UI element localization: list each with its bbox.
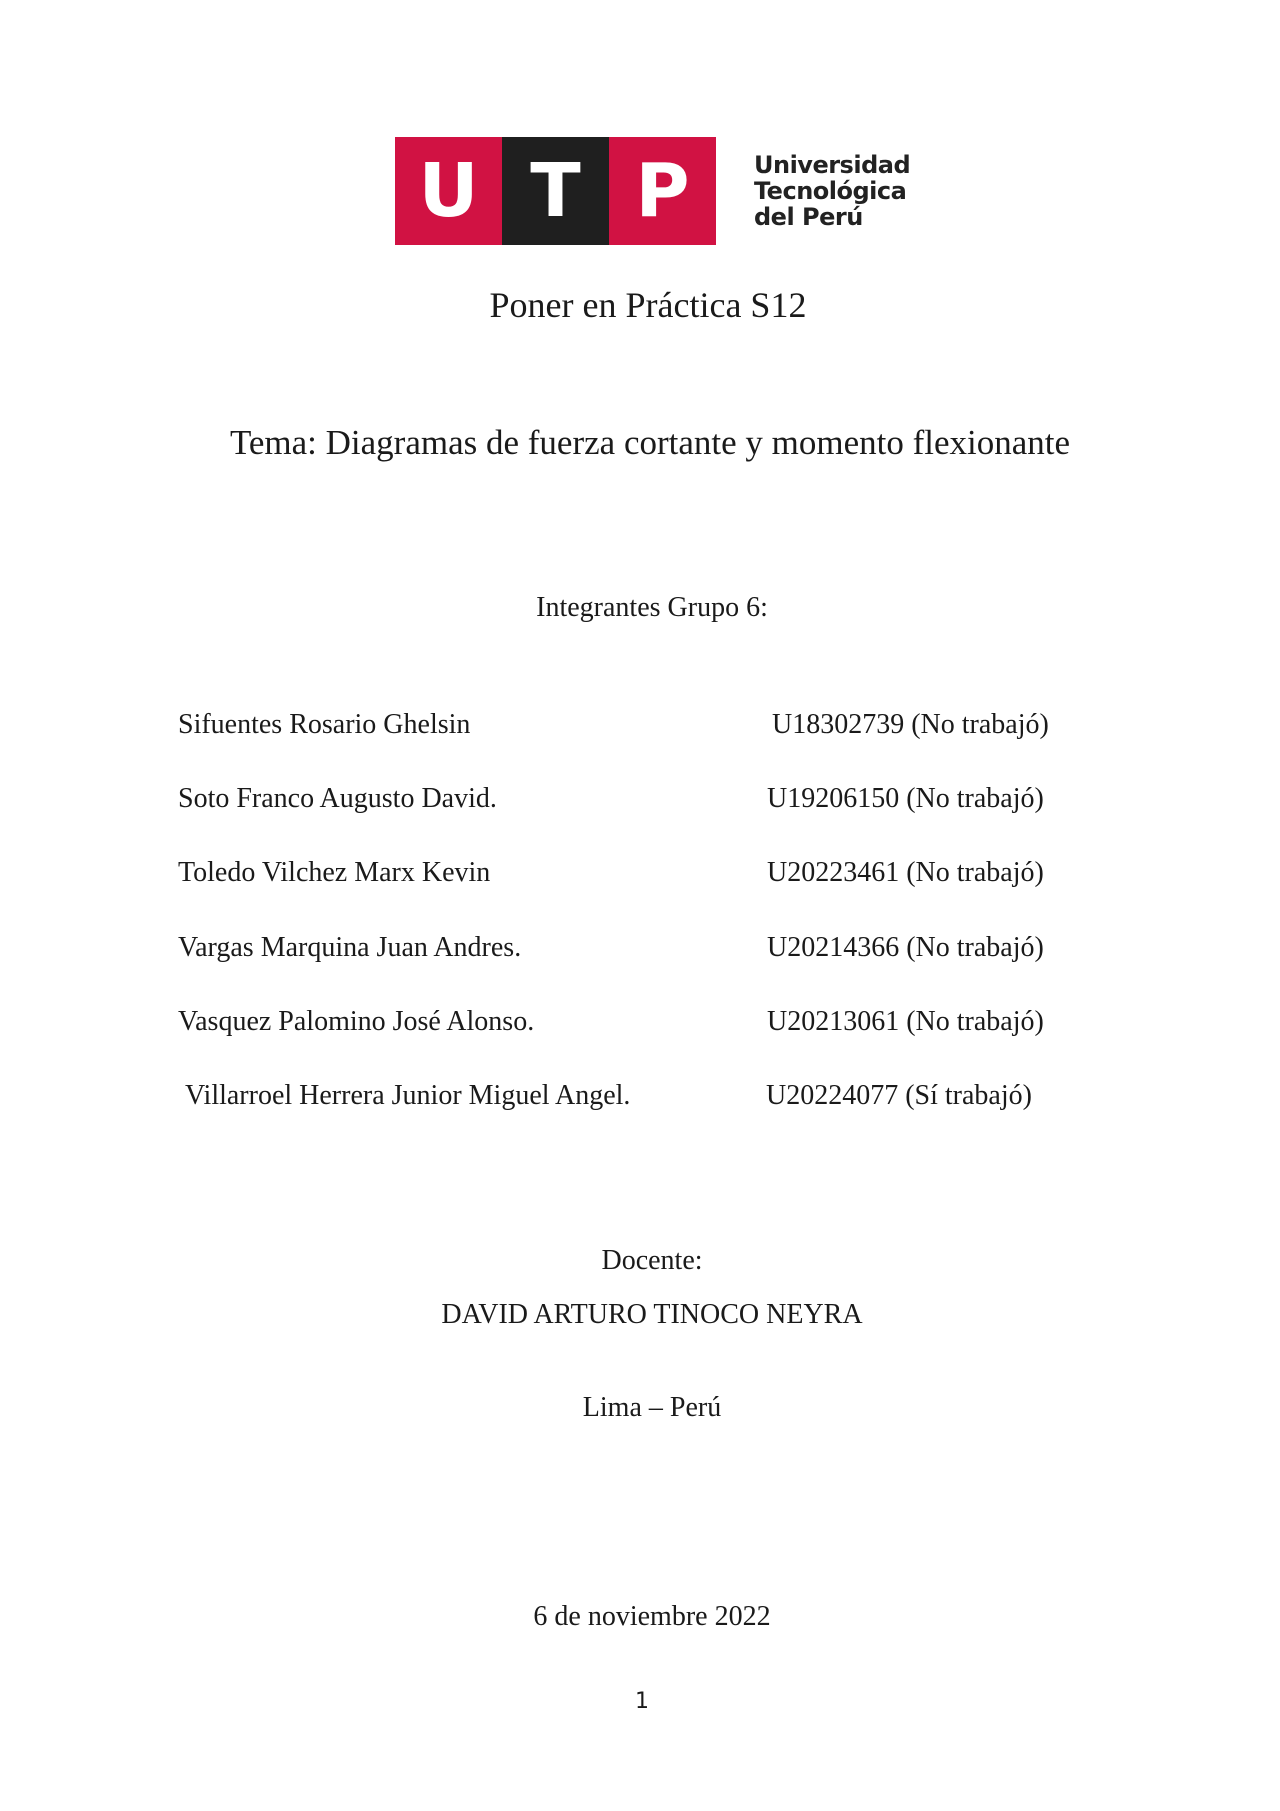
member-row — [0, 783, 1280, 823]
logo-text-line-3: del Perú — [754, 203, 863, 231]
member-row — [0, 857, 1280, 897]
member-code: U20214366 (No trabajó) — [767, 932, 1044, 963]
logo-letter-u: U — [395, 137, 502, 245]
page-number: 1 — [635, 1689, 649, 1714]
utp-logo — [395, 137, 910, 245]
member-code: U19206150 (No trabajó) — [767, 783, 1044, 814]
member-code: U18302739 (No trabajó) — [772, 709, 1049, 740]
member-code: U20223461 (No trabajó) — [767, 857, 1044, 888]
member-name: Vasquez Palomino José Alonso. — [178, 1006, 535, 1037]
logo-letter-p: P — [609, 137, 716, 245]
document-date: 6 de noviembre 2022 — [533, 1601, 771, 1632]
member-name: Villarroel Herrera Junior Miguel Angel. — [185, 1080, 631, 1111]
document-title: Poner en Práctica S12 — [489, 285, 807, 325]
logo-text-line-2: Tecnológica — [754, 177, 907, 205]
member-row — [0, 1080, 1280, 1120]
docente-label: Docente: — [601, 1245, 703, 1276]
location: Lima – Perú — [582, 1392, 722, 1423]
member-name: Soto Franco Augusto David. — [178, 783, 497, 814]
member-row — [0, 709, 1280, 749]
member-code: U20213061 (No trabajó) — [767, 1006, 1044, 1037]
logo-university-name — [754, 137, 910, 245]
logo-text-line-1: Universidad — [754, 151, 911, 179]
document-subtitle: Tema: Diagramas de fuerza cortante y momento flexionante — [229, 423, 1071, 462]
member-code: U20224077 (Sí trabajó) — [766, 1080, 1032, 1111]
group-heading: Integrantes Grupo 6: — [536, 592, 768, 623]
member-name: Toledo Vilchez Marx Kevin — [178, 857, 491, 888]
docente-name: DAVID ARTURO TINOCO NEYRA — [441, 1299, 863, 1330]
member-name: Vargas Marquina Juan Andres. — [178, 932, 522, 963]
logo-letter-t: T — [502, 137, 609, 245]
member-row — [0, 1006, 1280, 1046]
member-name: Sifuentes Rosario Ghelsin — [178, 709, 471, 740]
member-row — [0, 932, 1280, 972]
